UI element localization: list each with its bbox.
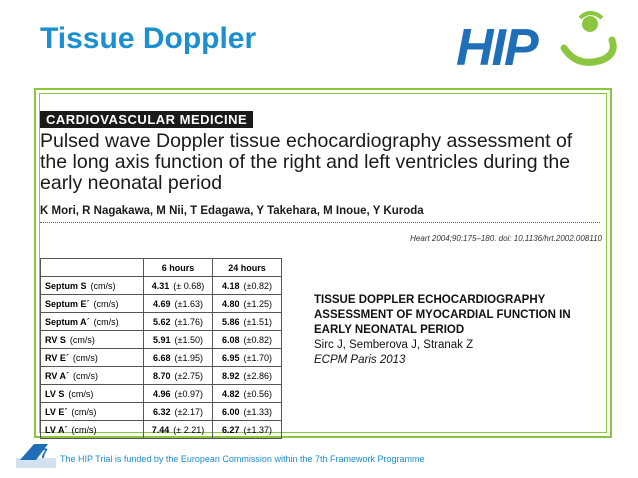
table-cell-text: 4.69 bbox=[153, 298, 171, 309]
table-cell-text: 6.27 bbox=[222, 424, 240, 435]
paper-citation: Heart 2004;90:175–180. doi: 10.1136/hrt.2002.008110 bbox=[410, 234, 602, 243]
table-cell-text: RV E´ bbox=[45, 352, 69, 363]
row-label bbox=[41, 331, 144, 349]
table-cell-text: (±1.76) bbox=[174, 316, 203, 327]
row-label bbox=[41, 295, 144, 313]
cell-6h bbox=[144, 385, 213, 403]
table-cell-text: (± 2.21) bbox=[173, 424, 205, 435]
table-cell-text: 4.80 bbox=[222, 298, 240, 309]
table-cell-text: RV A´ bbox=[45, 370, 70, 381]
paper-title: Pulsed wave Doppler tissue echocardiography assessment of the long axis function of the right and left ventricles during the early neonatal period bbox=[40, 130, 573, 194]
table-cell-text: (cm/s) bbox=[72, 352, 98, 363]
cell-24h bbox=[213, 403, 282, 421]
table-cell-text: 6.08 bbox=[222, 334, 240, 345]
table-cell-text: (±2.17) bbox=[174, 406, 203, 417]
cell-6h bbox=[144, 277, 213, 295]
paper-authors: K Mori, R Nagakawa, M Nii, T Edagawa, Y Takehara, M Inoue, Y Kuroda bbox=[40, 205, 424, 217]
row-label bbox=[41, 421, 144, 439]
table-cell-text: (±0.82) bbox=[243, 280, 272, 291]
table-cell-text: 6.68 bbox=[153, 352, 171, 363]
abstract-heading: TISSUE DOPPLER ECHOCARDIOGRAPHY ASSESSMENT OF MYOCARDIAL FUNCTION IN EARLY NEONATAL PERIOD bbox=[314, 294, 571, 336]
cell-6h bbox=[144, 403, 213, 421]
row-label bbox=[41, 313, 144, 331]
cell-6h bbox=[144, 349, 213, 367]
journal-label: CARDIOVASCULAR MEDICINE bbox=[40, 111, 253, 128]
table-header: 6 hours bbox=[144, 259, 213, 277]
cell-24h bbox=[213, 295, 282, 313]
slide-title: Tissue Doppler bbox=[40, 22, 257, 55]
table-cell-text: 4.31 bbox=[151, 280, 170, 291]
fp7-icon bbox=[14, 440, 58, 470]
cell-24h bbox=[213, 277, 282, 295]
row-label bbox=[41, 349, 144, 367]
table-row bbox=[41, 277, 282, 295]
table-cell-text: (± 0.68) bbox=[173, 280, 205, 291]
table-cell-text: (±2.86) bbox=[243, 370, 272, 381]
cell-6h bbox=[144, 313, 213, 331]
table-row bbox=[41, 295, 282, 313]
cell-24h bbox=[213, 331, 282, 349]
table-header: 24 hours bbox=[213, 259, 282, 277]
table-cell-text: (±0.56) bbox=[243, 388, 272, 399]
table-cell-text: 8.70 bbox=[153, 370, 171, 381]
table-cell-text: (±1.70) bbox=[243, 352, 272, 363]
table-cell-text: (±0.82) bbox=[243, 334, 272, 345]
table-cell-text: 6.00 bbox=[222, 406, 240, 417]
abstract-authors: Sirc J, Semberova J, Stranak Z bbox=[314, 339, 474, 351]
table-header bbox=[41, 259, 144, 277]
table-cell-text: RV S bbox=[45, 334, 66, 345]
row-label bbox=[41, 385, 144, 403]
table-cell-text: Septum A´ bbox=[45, 316, 90, 327]
table-cell-text: Septum E´ bbox=[45, 298, 90, 309]
table-row bbox=[41, 313, 282, 331]
logo-text: HIP bbox=[456, 19, 537, 77]
table-cell-text: (±1.25) bbox=[243, 298, 272, 309]
table-cell-text: (cm/s) bbox=[93, 316, 119, 327]
table-cell-text: (cm/s) bbox=[71, 424, 97, 435]
divider bbox=[40, 222, 600, 223]
cell-24h bbox=[213, 385, 282, 403]
table-cell-text: LV A´ bbox=[45, 424, 68, 435]
table-cell-text: 7.44 bbox=[151, 424, 170, 435]
footer-funding-text: The HIP Trial is funded by the European Commission within the 7th Framework Programme bbox=[60, 454, 425, 464]
table-cell-text: 4.82 bbox=[222, 388, 240, 399]
table-cell-text: 5.62 bbox=[153, 316, 171, 327]
table-cell-text: (±1.63) bbox=[174, 298, 203, 309]
table-cell-text: (cm/s) bbox=[71, 406, 97, 417]
cell-24h bbox=[213, 421, 282, 439]
row-label bbox=[41, 277, 144, 295]
table-row bbox=[41, 349, 282, 367]
table-cell-text: 8.92 bbox=[222, 370, 240, 381]
table-row bbox=[41, 385, 282, 403]
table-cell-text: (cm/s) bbox=[90, 280, 116, 291]
table-cell-text: 6.95 bbox=[222, 352, 240, 363]
cell-24h bbox=[213, 349, 282, 367]
table-cell-text: (cm/s) bbox=[93, 298, 119, 309]
table-row bbox=[41, 403, 282, 421]
row-label bbox=[41, 403, 144, 421]
table-cell-text: (±1.51) bbox=[243, 316, 272, 327]
svg-text:7: 7 bbox=[40, 445, 48, 461]
cell-6h bbox=[144, 421, 213, 439]
cell-24h bbox=[213, 313, 282, 331]
table-row bbox=[41, 367, 282, 385]
doppler-table bbox=[40, 258, 282, 439]
table-cell-text: 4.96 bbox=[153, 388, 171, 399]
fp7-logo bbox=[14, 440, 58, 470]
table-cell-text: LV S bbox=[45, 388, 65, 399]
table-cell-text: (cm/s) bbox=[68, 388, 94, 399]
table-cell-text: (±1.50) bbox=[174, 334, 203, 345]
table-cell-text: (±1.95) bbox=[174, 352, 203, 363]
table-cell-text: (cm/s) bbox=[69, 334, 95, 345]
table-row bbox=[41, 421, 282, 439]
cell-6h bbox=[144, 331, 213, 349]
table-cell-text: (±1.33) bbox=[243, 406, 272, 417]
cell-24h bbox=[213, 367, 282, 385]
table-row bbox=[41, 331, 282, 349]
table-cell-text: 5.91 bbox=[153, 334, 171, 345]
table-cell-text: 5.86 bbox=[222, 316, 240, 327]
abstract-reference bbox=[314, 293, 604, 368]
abstract-venue: ECPM Paris 2013 bbox=[314, 354, 406, 366]
hip-logo bbox=[452, 10, 622, 82]
table-cell-text: (±1.37) bbox=[243, 424, 272, 435]
table-header-row bbox=[41, 259, 282, 277]
cell-6h bbox=[144, 367, 213, 385]
table-cell-text: 6.32 bbox=[153, 406, 171, 417]
table-cell-text: (±2.75) bbox=[174, 370, 203, 381]
table-cell-text: (cm/s) bbox=[73, 370, 99, 381]
cell-6h bbox=[144, 295, 213, 313]
row-label bbox=[41, 367, 144, 385]
table-cell-text: (±0.97) bbox=[174, 388, 203, 399]
table-cell-text: LV E´ bbox=[45, 406, 68, 417]
table-cell-text: Septum S bbox=[45, 280, 87, 291]
table-cell-text: 4.18 bbox=[222, 280, 240, 291]
